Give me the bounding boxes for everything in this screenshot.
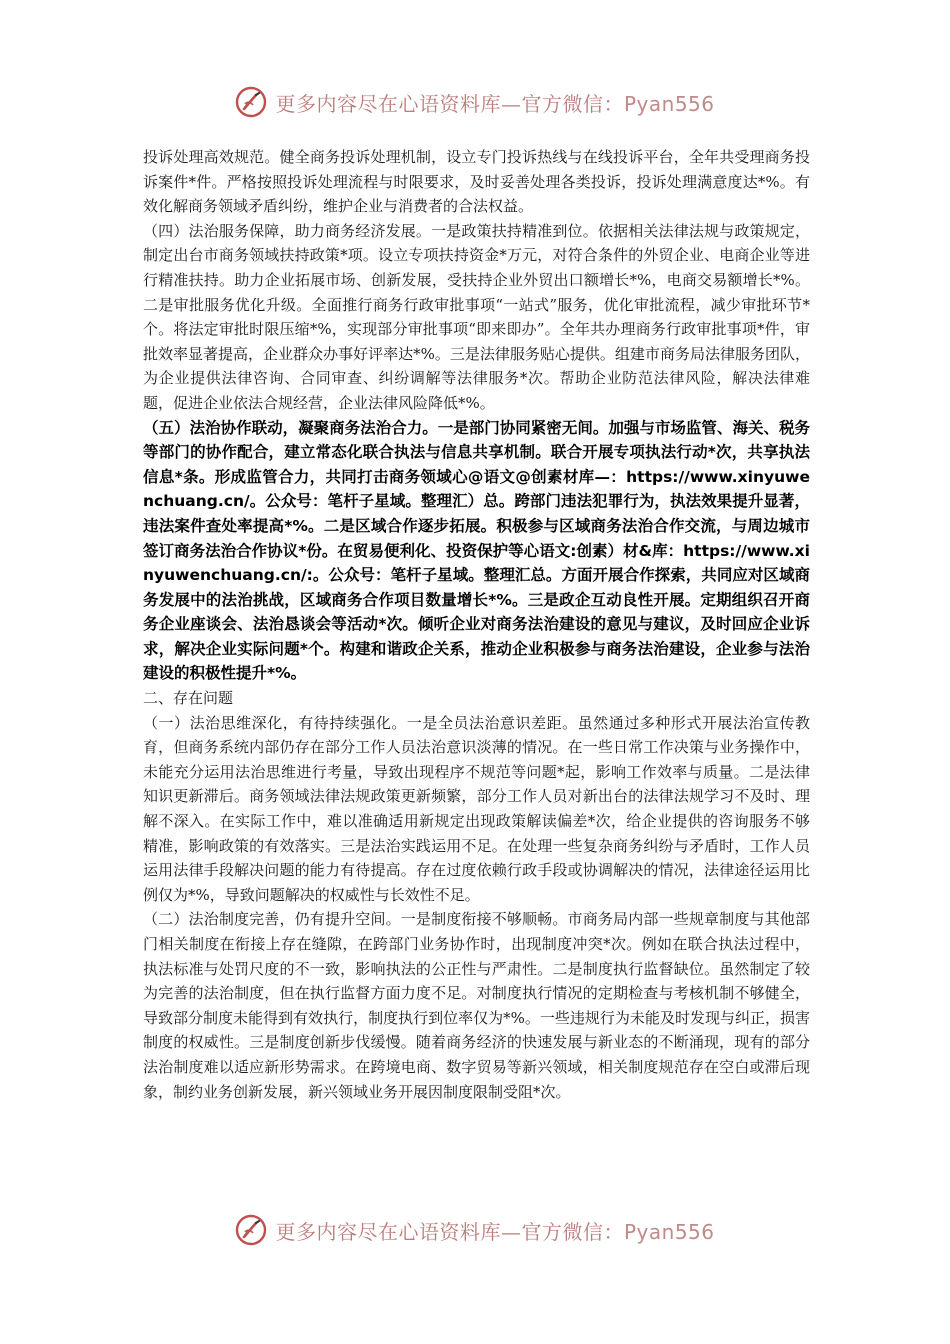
paragraph: 投诉处理高效规范。健全商务投诉处理机制，设立专门投诉热线与在线投诉平台，全年共受理商务投诉案件*件。严格按照投诉处理流程与时限要求，及时妥善处理各类投诉，投诉处理满意度达*%。有效化解商务领域矛盾纠纷，维护企业与消费者的合法权益。 <box>143 148 810 216</box>
paragraph: （四）法治服务保障，助力商务经济发展。一是政策扶持精准到位。依据相关法律法规与政策规定，制定出台市商务领域扶持政策*项。设立专项扶持资金*万元，对符合条件的外贸企业、电商企业等进行精准扶持。助力企业拓展市场、创新发展，受扶持企业外贸出口额增长*%，电商交易额增长*%。二是审批服务优化升级。全面推行商务行政审批事项“一站式”服务，优化审批流程，减少审批环节*个。将法定审批时限压缩*%，实现部分审批事项“即来即办”。全年共办理商务行政审批事项*件，审批效率显著提高，企业群众办事好评率达*%。三是法律服务贴心提供。组建市商务局法律服务团队，为企业提供法律咨询、合同审查、纠纷调解等法律服务*次。帮助企业防范法律风险，解决法律难题，促进企业依法合规经营，企业法律风险降低*%。 <box>143 221 810 412</box>
banner-text: 更多内容尽在心语资料库—官方微信：Pyan556 <box>275 1219 715 1244</box>
section-heading: 二、存在问题 <box>143 689 234 708</box>
paragraph: （二）法治制度完善，仍有提升空间。一是制度衔接不够顺畅。市商务局内部一些规章制度与其他部门相关制度在衔接上存在缝隙，在跨部门业务协作时，出现制度冲突*次。例如在联合执法过程中，执法标准与处罚尺度的不一致，影响执法的公正性与严肃性。二是制度执行监督缺位。虽然制定了较为完善的法治制度，但在执行监督方面力度不足。对制度执行情况的定期检查与考核机制不够健全，导致部分制度未能得到有效执行，制度执行到位率仅为*%。一些违规行为未能及时发现与纠正，损害制度的权威性。三是制度创新步伐缓慢。随着商务经济的快速发展与新业态的不断涌现，现有的部分法治制度难以适应新形势需求。在跨境电商、数字贸易等新兴领域，相关制度规范存在空白或滞后现象，制约业务创新发展，新兴领域业务开展因制度限制受阻*次。 <box>143 910 810 1101</box>
paragraph: （一）法治思维深化，有待持续强化。一是全员法治意识差距。虽然通过多种形式开展法治宣传教育，但商务系统内部仍存在部分工作人员法治意识淡薄的情况。在一些日常工作决策与业务操作中，未能充分运用法治思维进行考量，导致出现程序不规范等问题*起，影响工作效率与质量。二是法律知识更新滞后。商务领域法律法规政策更新频繁，部分工作人员对新出台的法律法规学习不及时、理解不深入。在实际工作中，难以准确适用新规定出现政策解读偏差*次，给企业提供的咨询服务不够精准，影响政策的有效落实。三是法治实践运用不足。在处理一些复杂商务纠纷与矛盾时，工作人员运用法律手段解决问题的能力有待提高。存在过度依赖行政手段或协调解决的情况，法律途径运用比例仅为*%，导致问题解决的权威性与长效性不足。 <box>143 713 810 904</box>
document-body <box>143 145 810 1104</box>
logo-icon <box>235 86 267 118</box>
header-banner <box>0 82 950 122</box>
paragraph-bold: （五）法治协作联动，凝聚商务法治合力。一是部门协同紧密无间。加强与市场监管、海关、税务等部门的协作配合，建立常态化联合执法与信息共享机制。联合开展专项执法行动*次，共享执法信息*条。形成监管合力，共同打击商务领域心@语文@创素材库—：https://www.xinyuwenchuang.cn/。公众号：笔杆子星域。整理汇）总。跨部门违法犯罪行为，执法效果提升显著，违法案件查处率提高*%。二是区域合作逐步拓展。积极参与区域商务法治合作交流，与周边城市签订商务法治合作协议*份。在贸易便利化、投资保护等心语文:创素）材&库：https://www.xinyuwenchuang.cn/:。公众号：笔杆子星域。整理汇总。方面开展合作探索，共同应对区域商务发展中的法治挑战，区域商务合作项目数量增长*%。三是政企互动良性开展。定期组织召开商务企业座谈会、法治恳谈会等活动*次。倾听企业对商务法治建设的意见与建议，及时回应企业诉求，解决企业实际问题*个。构建和谐政企关系，推动企业积极参与商务法治建设，企业参与法治建设的积极性提升*%。 <box>143 418 810 683</box>
banner-text: 更多内容尽在心语资料库—官方微信：Pyan556 <box>275 91 715 116</box>
footer-banner <box>0 1210 950 1250</box>
logo-icon <box>235 1214 267 1246</box>
